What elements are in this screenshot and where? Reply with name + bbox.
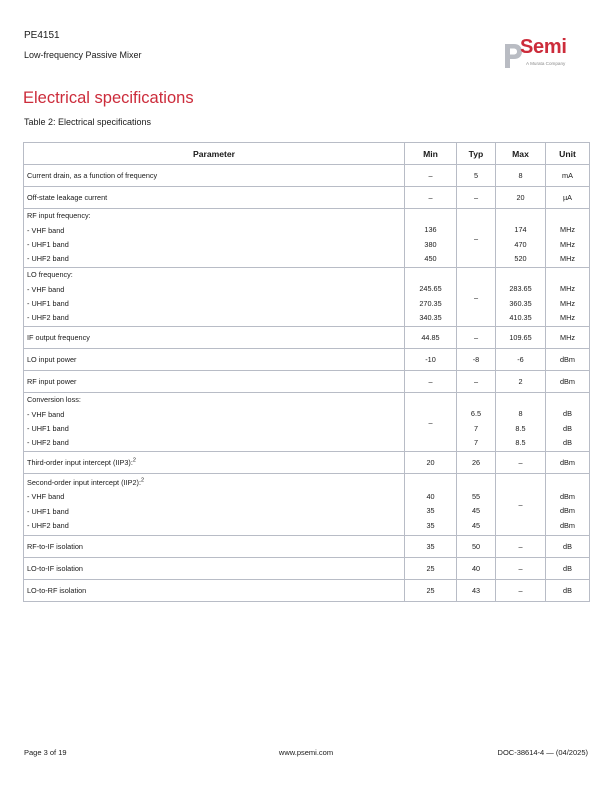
parameter-sub-label: - UHF2 band (27, 313, 69, 323)
typ-cell (457, 536, 496, 558)
max-cell (496, 452, 546, 474)
parameter-label: IF output frequency (27, 333, 90, 342)
typ-value: 5 (473, 171, 479, 180)
parameter-label: Second-order input intercept (IIP2): (27, 477, 141, 487)
parameter-cell (24, 209, 405, 268)
max-cell (496, 371, 546, 393)
parameter-label: RF input frequency: (27, 211, 91, 221)
min-value: 340.35 (419, 313, 442, 323)
min-value: 20 (426, 458, 435, 467)
max-value: 109.65 (509, 333, 532, 342)
table-row (24, 452, 590, 474)
parameter-sub-label: - VHF band (27, 492, 65, 502)
max-value: – (518, 458, 523, 467)
section-title: Electrical specifications (23, 89, 194, 107)
unit-value: dB (563, 542, 572, 551)
footer-website: www.psemi.com (278, 748, 334, 757)
typ-value: -8 (472, 355, 480, 364)
parameter-sub-label: - UHF1 band (27, 424, 69, 433)
unit-value: dB (563, 438, 572, 448)
unit-value: MHz (560, 239, 575, 249)
unit-value: dBm (559, 458, 575, 467)
unit-cell (546, 452, 590, 474)
table-row (24, 165, 590, 187)
typ-cell (457, 349, 496, 371)
unit-cell (546, 393, 590, 452)
min-value: – (428, 193, 433, 202)
unit-value: dBm (559, 355, 575, 364)
max-value: – (518, 586, 523, 595)
min-cell (405, 268, 457, 327)
parameter-cell (24, 452, 405, 474)
max-value: 360.35 (509, 298, 532, 308)
unit-cell (546, 349, 590, 371)
min-value: 35 (426, 542, 435, 551)
parameter-sub-label: - UHF1 band (27, 240, 69, 249)
unit-value: dBm (559, 377, 575, 386)
min-value: – (428, 377, 433, 386)
parameter-label: Current drain, as a function of frequency (27, 171, 158, 180)
max-value: – (518, 542, 523, 551)
typ-value: 40 (471, 564, 481, 573)
unit-cell (546, 371, 590, 393)
parameter-label: RF input power (27, 377, 77, 386)
min-value: 450 (424, 254, 437, 264)
parameter-label: Conversion loss: (27, 395, 81, 405)
min-value: 35 (426, 506, 435, 516)
table-row (24, 474, 590, 536)
min-cell (405, 474, 457, 536)
unit-cell (546, 187, 590, 209)
parameter-cell (24, 558, 405, 580)
unit-value: MHz (560, 298, 575, 308)
table-caption: Table 2: Electrical specifications (24, 117, 152, 127)
max-value: – (518, 564, 523, 573)
unit-value: mA (562, 171, 573, 180)
parameter-sub-label: - VHF band (27, 284, 65, 294)
unit-value: µA (562, 193, 573, 202)
parameter-sub-label: - VHF band (27, 225, 65, 235)
max-value: 8.5 (515, 438, 526, 448)
min-cell (405, 349, 457, 371)
min-cell (405, 558, 457, 580)
typ-value: 26 (471, 458, 481, 467)
unit-value: dB (563, 409, 572, 419)
unit-value: dBm (559, 520, 575, 530)
psemi-logo (502, 38, 580, 72)
table-row (24, 187, 590, 209)
min-cell (405, 209, 457, 268)
min-cell (405, 371, 457, 393)
footer-page-number: Page 3 of 19 (24, 748, 67, 757)
parameter-cell (24, 580, 405, 602)
typ-cell (457, 558, 496, 580)
typ-value: – (473, 233, 479, 243)
max-cell (496, 165, 546, 187)
unit-value: dBm (559, 506, 575, 516)
footer-doc-id: DOC-38614-4 — (04/2025) (497, 748, 588, 757)
min-cell (405, 165, 457, 187)
unit-value: MHz (560, 333, 575, 342)
parameter-cell (24, 393, 405, 452)
parameter-sub-label: - UHF1 band (27, 506, 69, 516)
min-cell (405, 327, 457, 349)
table-row (24, 268, 590, 327)
parameter-cell (24, 187, 405, 209)
footnote-ref: 2 (140, 477, 145, 484)
typ-value: 43 (471, 586, 481, 595)
max-value: 283.65 (509, 284, 532, 294)
max-value: -6 (517, 355, 524, 364)
table-row (24, 327, 590, 349)
parameter-cell (24, 371, 405, 393)
unit-cell (546, 558, 590, 580)
typ-cell (457, 165, 496, 187)
header-max: Max (496, 143, 546, 165)
unit-cell (546, 580, 590, 602)
doc-subtitle: Low-frequency Passive Mixer (24, 50, 142, 60)
parameter-label: Off-state leakage current (27, 193, 108, 202)
min-value: 40 (426, 491, 435, 501)
max-cell (496, 558, 546, 580)
min-value: 245.65 (419, 284, 442, 294)
unit-value: MHz (560, 313, 575, 323)
unit-value: dB (563, 586, 572, 595)
unit-value: MHz (560, 225, 575, 235)
parameter-label: RF-to-IF isolation (27, 542, 83, 551)
max-cell (496, 393, 546, 452)
table-row (24, 580, 590, 602)
min-value: 35 (426, 520, 435, 530)
min-value: 380 (424, 239, 437, 249)
typ-cell (457, 393, 496, 452)
typ-cell (457, 327, 496, 349)
unit-cell (546, 536, 590, 558)
min-cell (405, 536, 457, 558)
min-value: – (428, 171, 433, 180)
typ-value: 45 (471, 520, 481, 530)
max-cell (496, 349, 546, 371)
parameter-sub-label: - UHF2 band (27, 254, 69, 264)
min-cell (405, 452, 457, 474)
max-cell (496, 580, 546, 602)
parameter-label: LO-to-IF isolation (27, 564, 83, 573)
parameter-cell (24, 268, 405, 327)
typ-value: 45 (471, 506, 481, 516)
unit-cell (546, 209, 590, 268)
unit-value: MHz (560, 254, 575, 264)
typ-value: 7 (473, 423, 479, 433)
unit-cell (546, 165, 590, 187)
parameter-label: LO frequency: (27, 270, 73, 280)
unit-cell (546, 474, 590, 536)
header-typ: Typ (457, 143, 496, 165)
parameter-sub-label: - UHF1 band (27, 299, 69, 308)
unit-cell (546, 327, 590, 349)
max-value: 8.5 (515, 423, 526, 433)
parameter-sub-label: - VHF band (27, 409, 65, 419)
parameter-cell (24, 327, 405, 349)
min-cell (405, 393, 457, 452)
typ-value: 7 (473, 438, 479, 448)
typ-value: – (473, 333, 479, 342)
typ-value: 50 (471, 542, 481, 551)
typ-cell (457, 452, 496, 474)
parameter-sub-label: - UHF2 band (27, 520, 69, 530)
max-value: 8 (518, 409, 523, 419)
typ-cell (457, 187, 496, 209)
unit-cell (546, 268, 590, 327)
table-row (24, 209, 590, 268)
parameter-label: Third-order input intercept (IIP3): (27, 458, 133, 467)
logo-tagline: A Murata Company (526, 61, 566, 66)
min-value: 25 (426, 564, 435, 573)
footnote-ref: 2 (132, 457, 136, 464)
typ-value: 55 (471, 491, 481, 501)
typ-value: – (473, 377, 479, 386)
logo-wordmark: Semi (520, 36, 567, 58)
typ-value: – (473, 292, 479, 302)
typ-cell (457, 371, 496, 393)
min-cell (405, 187, 457, 209)
table-row (24, 536, 590, 558)
typ-cell (457, 209, 496, 268)
unit-value: dBm (559, 491, 575, 501)
table-row (24, 349, 590, 371)
max-cell (496, 536, 546, 558)
parameter-label: LO input power (27, 355, 77, 364)
max-value: 2 (518, 377, 523, 386)
typ-value: – (473, 193, 479, 202)
min-value: 44.85 (421, 333, 440, 342)
typ-cell (457, 474, 496, 536)
max-value: 520 (514, 254, 527, 264)
max-cell (496, 474, 546, 536)
header-parameter: Parameter (24, 143, 405, 165)
unit-value: MHz (560, 284, 575, 294)
min-value: 136 (424, 225, 437, 235)
typ-value: 6.5 (470, 409, 482, 419)
max-value: 410.35 (509, 313, 532, 323)
min-value: 25 (426, 586, 435, 595)
table-row (24, 393, 590, 452)
parameter-cell (24, 474, 405, 536)
parameter-cell (24, 536, 405, 558)
unit-value: dB (563, 423, 572, 433)
table-row (24, 558, 590, 580)
max-value: 470 (514, 239, 527, 249)
max-cell (496, 268, 546, 327)
table-header-row (24, 143, 590, 165)
doc-code: PE4151 (24, 30, 60, 41)
electrical-spec-table (23, 142, 590, 602)
max-cell (496, 187, 546, 209)
min-value: – (428, 417, 433, 427)
max-cell (496, 209, 546, 268)
table-row (24, 371, 590, 393)
max-value: 174 (514, 225, 527, 235)
max-cell (496, 327, 546, 349)
parameter-sub-label: - UHF2 band (27, 438, 69, 448)
header-unit: Unit (546, 143, 590, 165)
min-cell (405, 580, 457, 602)
unit-value: dB (563, 564, 572, 573)
parameter-label: LO-to-RF isolation (27, 586, 87, 595)
min-value: 270.35 (419, 298, 442, 308)
max-value: 8 (518, 171, 523, 180)
max-value: 20 (516, 193, 525, 202)
max-value: – (518, 500, 523, 509)
header-min: Min (405, 143, 457, 165)
typ-cell (457, 268, 496, 327)
parameter-cell (24, 165, 405, 187)
min-value: -10 (425, 355, 436, 364)
parameter-cell (24, 349, 405, 371)
typ-cell (457, 580, 496, 602)
